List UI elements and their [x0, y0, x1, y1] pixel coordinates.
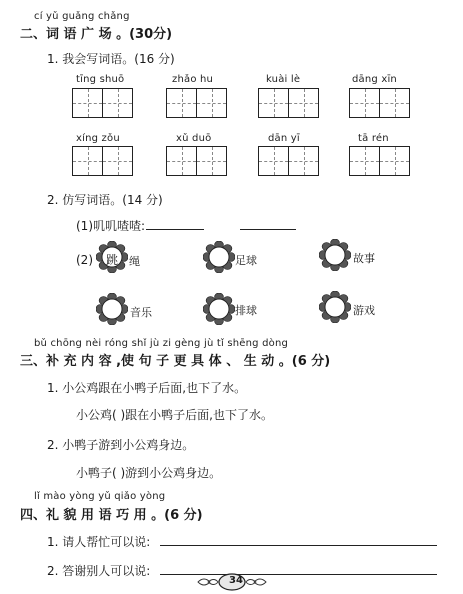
- word-pinyin: tā rén: [358, 133, 389, 144]
- flower-icon: [319, 239, 351, 271]
- flower-icon: [96, 293, 128, 325]
- section2-title: 二、词 语 广 场 。(30分): [20, 27, 173, 42]
- word-pinyin: zhǎo hu: [172, 74, 214, 85]
- flower-word: 排球: [235, 304, 257, 317]
- s3-fill[interactable]: 小鸭子( )游到小公鸡身边。: [76, 466, 222, 480]
- word-pinyin: tīng shuō: [76, 74, 125, 85]
- flower-center-char: 跳: [105, 253, 118, 267]
- word-pinyin: kuài lè: [266, 74, 301, 85]
- s3-sentence: 2. 小鸭子游到小公鸡身边。: [47, 438, 195, 452]
- writing-boxes[interactable]: [349, 146, 410, 176]
- section4-pinyin: lǐ mào yòng yǔ qiǎo yòng: [34, 491, 166, 502]
- flower-icon: [203, 293, 235, 325]
- writing-boxes[interactable]: [349, 88, 410, 118]
- writing-boxes[interactable]: [166, 88, 227, 118]
- writing-boxes[interactable]: [166, 146, 227, 176]
- flower-icon: [203, 241, 235, 273]
- s4-item-label: 1. 请人帮忙可以说:: [47, 535, 151, 549]
- word-pinyin: dān yī: [268, 133, 300, 144]
- word-pinyin: xíng zǒu: [76, 133, 120, 144]
- flower-word: 游戏: [353, 304, 375, 317]
- flower-word: 绳: [129, 255, 140, 268]
- s3-sentence: 1. 小公鸡跟在小鸭子后面,也下了水。: [47, 381, 247, 395]
- q2-sub1: (1)叽叽喳喳:: [76, 219, 146, 233]
- q2-sub2-prefix: (2): [76, 253, 93, 267]
- s4-item-label: 2. 答谢别人可以说:: [47, 564, 151, 578]
- writing-boxes[interactable]: [258, 88, 319, 118]
- answer-line[interactable]: [146, 229, 204, 230]
- q2-label: 2. 仿写词语。(14 分): [47, 193, 163, 207]
- page-number: 34: [229, 575, 243, 586]
- s3-fill[interactable]: 小公鸡( )跟在小鸭子后面,也下了水。: [76, 408, 273, 422]
- flower-word: 音乐: [130, 306, 152, 319]
- word-pinyin: xǔ duō: [176, 133, 212, 144]
- writing-boxes[interactable]: [72, 88, 133, 118]
- answer-line[interactable]: [240, 229, 296, 230]
- q1-label: 1. 我会写词语。(16 分): [47, 52, 175, 66]
- word-pinyin: dāng xīn: [352, 74, 397, 85]
- answer-line[interactable]: [160, 545, 437, 546]
- writing-boxes[interactable]: [258, 146, 319, 176]
- section3-title: 三、补 充 内 容 ,使 句 子 更 具 体 、 生 动 。(6 分): [20, 354, 331, 369]
- writing-boxes[interactable]: [72, 146, 133, 176]
- flower-word: 故事: [353, 252, 375, 265]
- flower-word: 足球: [235, 254, 257, 267]
- flower-icon: [319, 291, 351, 323]
- section2-pinyin: cí yǔ guǎng chǎng: [34, 11, 130, 22]
- section3-pinyin: bǔ chōng nèi róng shǐ jù zi gèng jù tǐ shēng dòng: [34, 338, 289, 349]
- section4-title: 四、礼 貌 用 语 巧 用 。(6 分): [20, 508, 203, 523]
